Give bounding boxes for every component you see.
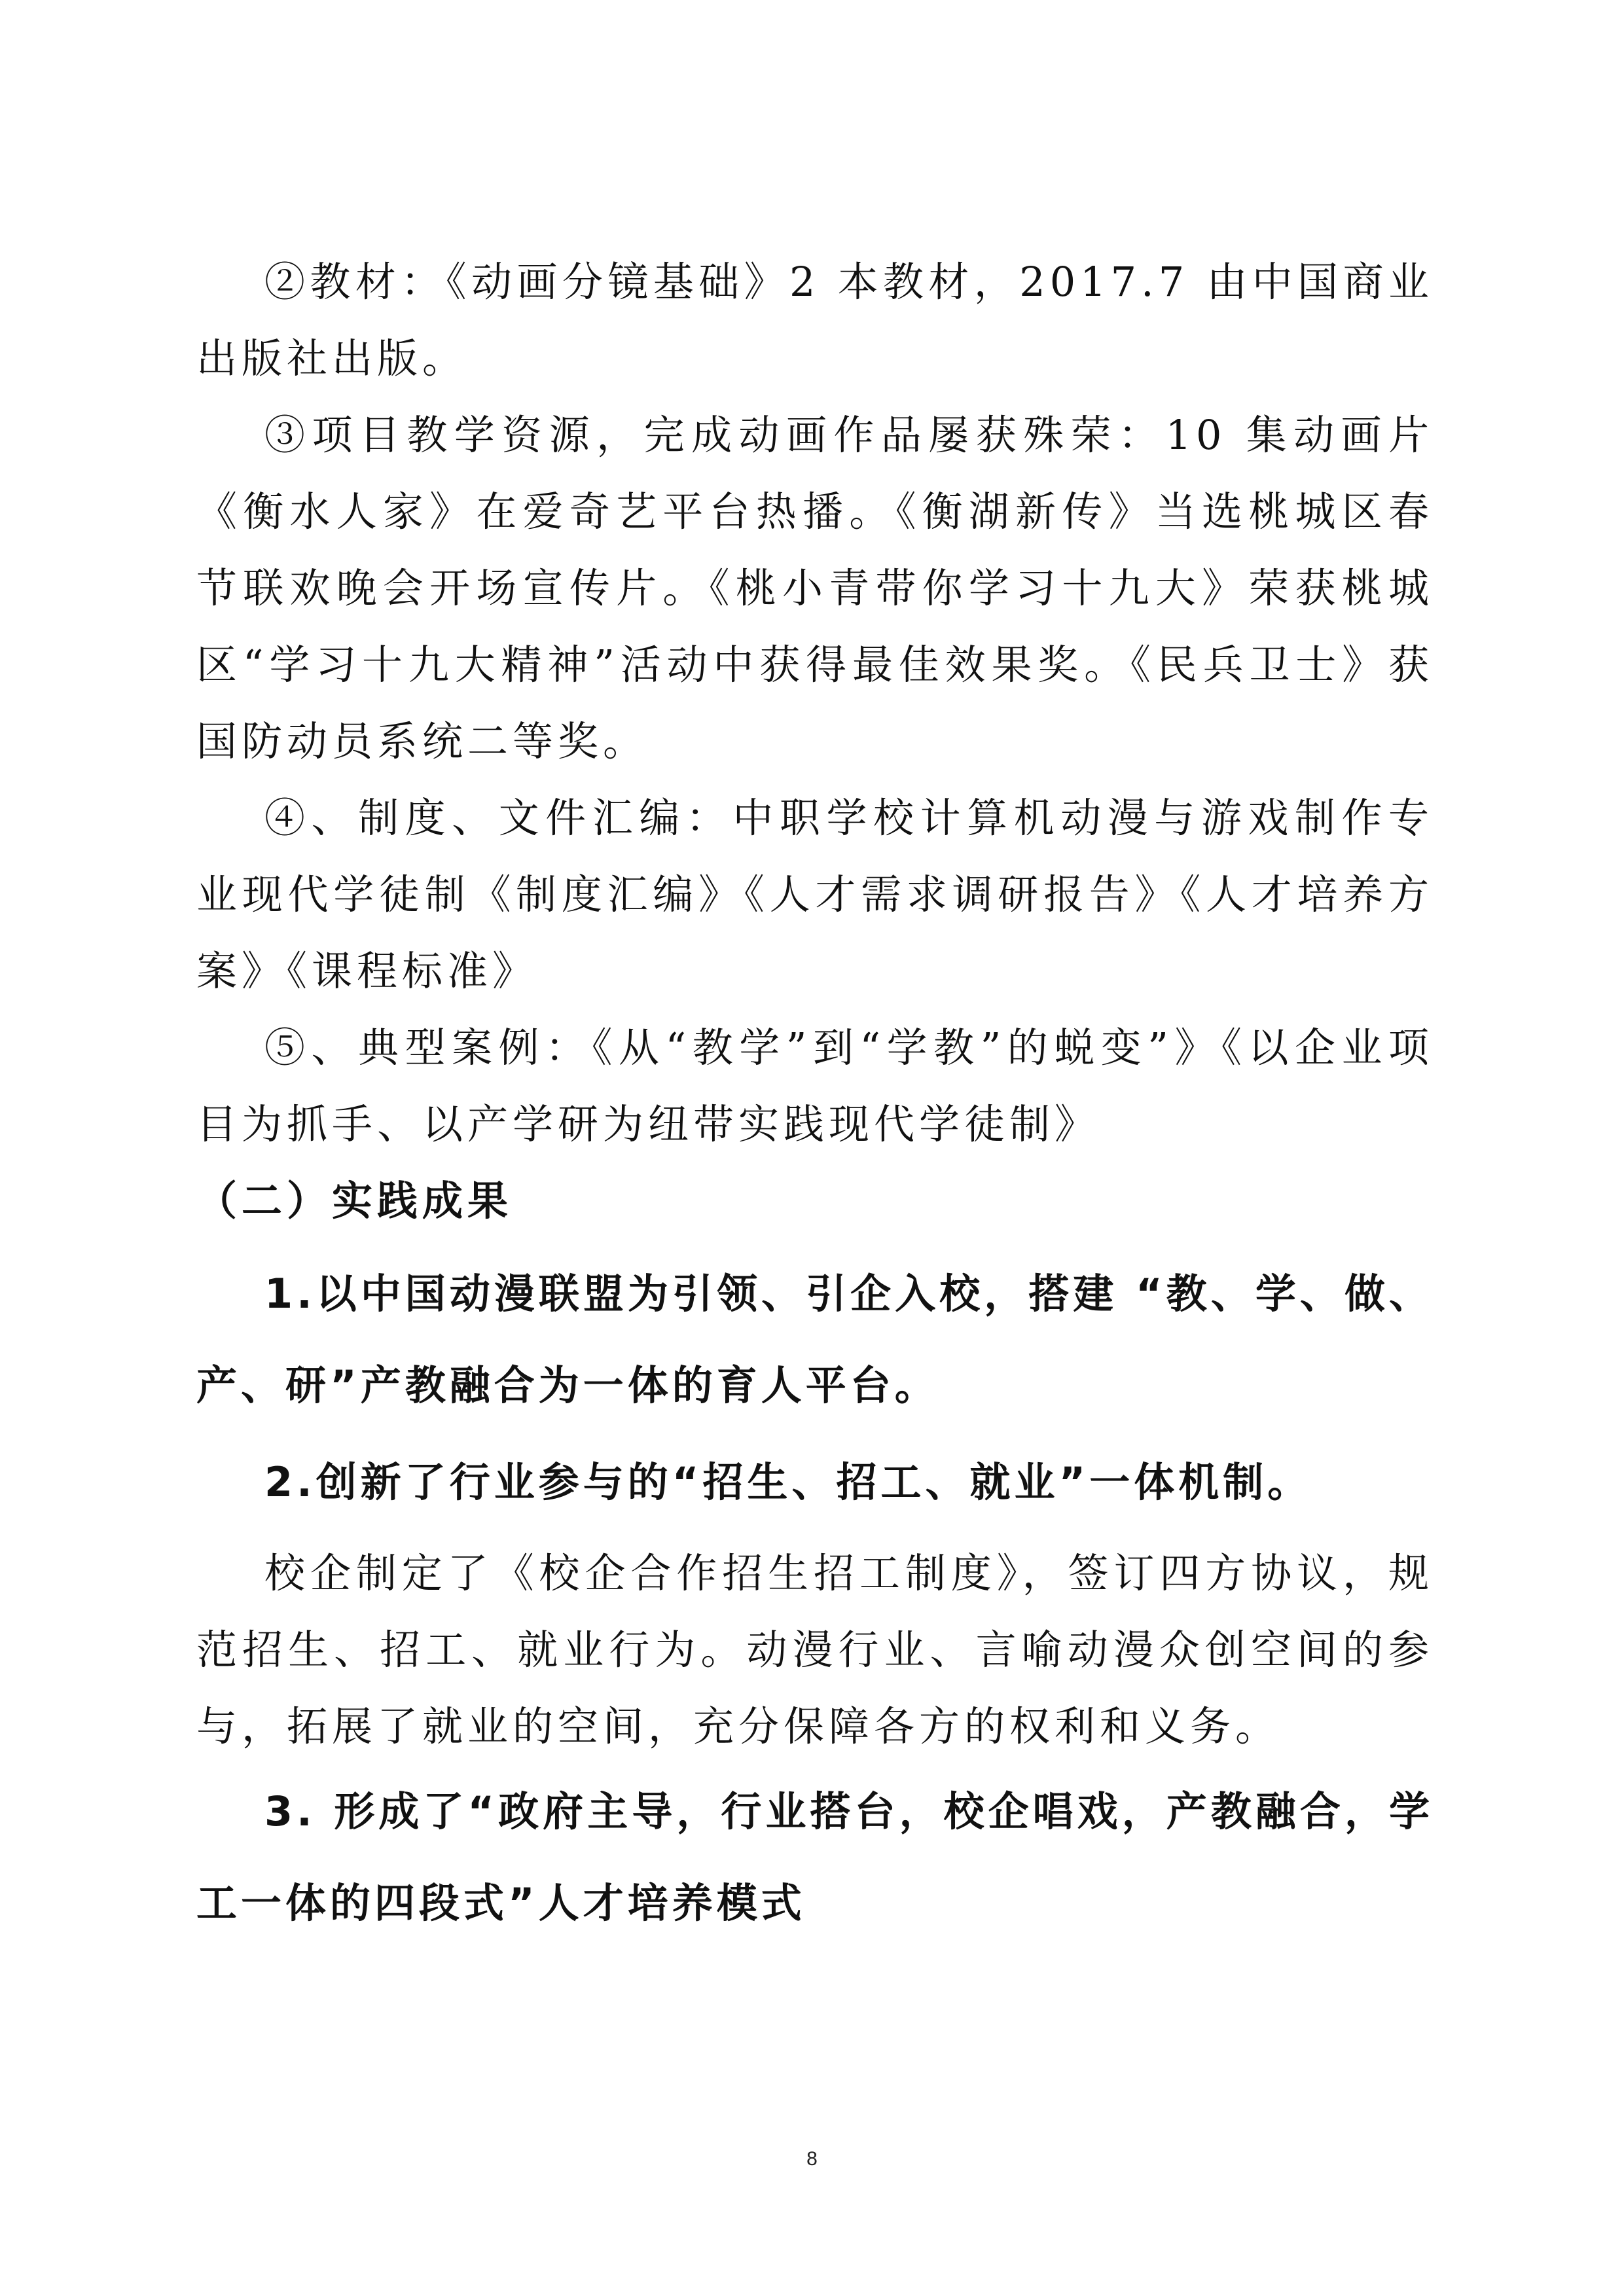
result-item-1: 1.以中国动漫联盟为引领、引企入校，搭建 “教、学、做、产、研”产教融合为一体的育人平台。 <box>196 1270 1434 1409</box>
result-item-2: 2.创新了行业参与的“招生、招工、就业”一体机制。 <box>264 1458 1312 1506</box>
result-item-3: 3. 形成了“政府主导，行业搭台，校企唱戏，产教融合，学工一体的四段式”人才培养模式 <box>196 1787 1434 1927</box>
paragraph-typical-cases: ⑤、典型案例：《从“教学”到“学教”的蜕变”》《以企业项目为抓手、以产学研为纽带实践现代学徒制》 <box>196 1024 1434 1148</box>
paragraph-system-documents: ④、制度、文件汇编：中职学校计算机动漫与游戏制作专业现代学徒制《制度汇编》《人才需求调研报告》《人才培养方案》《课程标准》 <box>196 794 1434 995</box>
paragraph-project-resources: ③项目教学资源，完成动画作品屡获殊荣：10 集动画片《衡水人家》在爱奇艺平台热播。《衡湖新传》当选桃城区春节联欢晚会开场宣传片。《桃小青带你学习十九大》荣获桃城区“学习十九大精神”活动中获得最佳效果奖。《民兵卫士》获国防动员系统二等奖。 <box>196 411 1434 765</box>
section-heading: （二）实践成果 <box>196 1177 513 1225</box>
result-item-2-body: 校企制定了《校企合作招生招工制度》，签订四方协议，规范招生、招工、就业行为。动漫行业、言喻动漫众创空间的参与，拓展了就业的空间，充分保障各方的权利和义务。 <box>196 1549 1434 1750</box>
paragraph-textbook: ②教材：《动画分镜基础》2 本教材，2017.7 由中国商业出版社出版。 <box>196 258 1434 382</box>
page-number: 8 <box>806 2148 818 2170</box>
page-body <box>196 243 1434 1949</box>
